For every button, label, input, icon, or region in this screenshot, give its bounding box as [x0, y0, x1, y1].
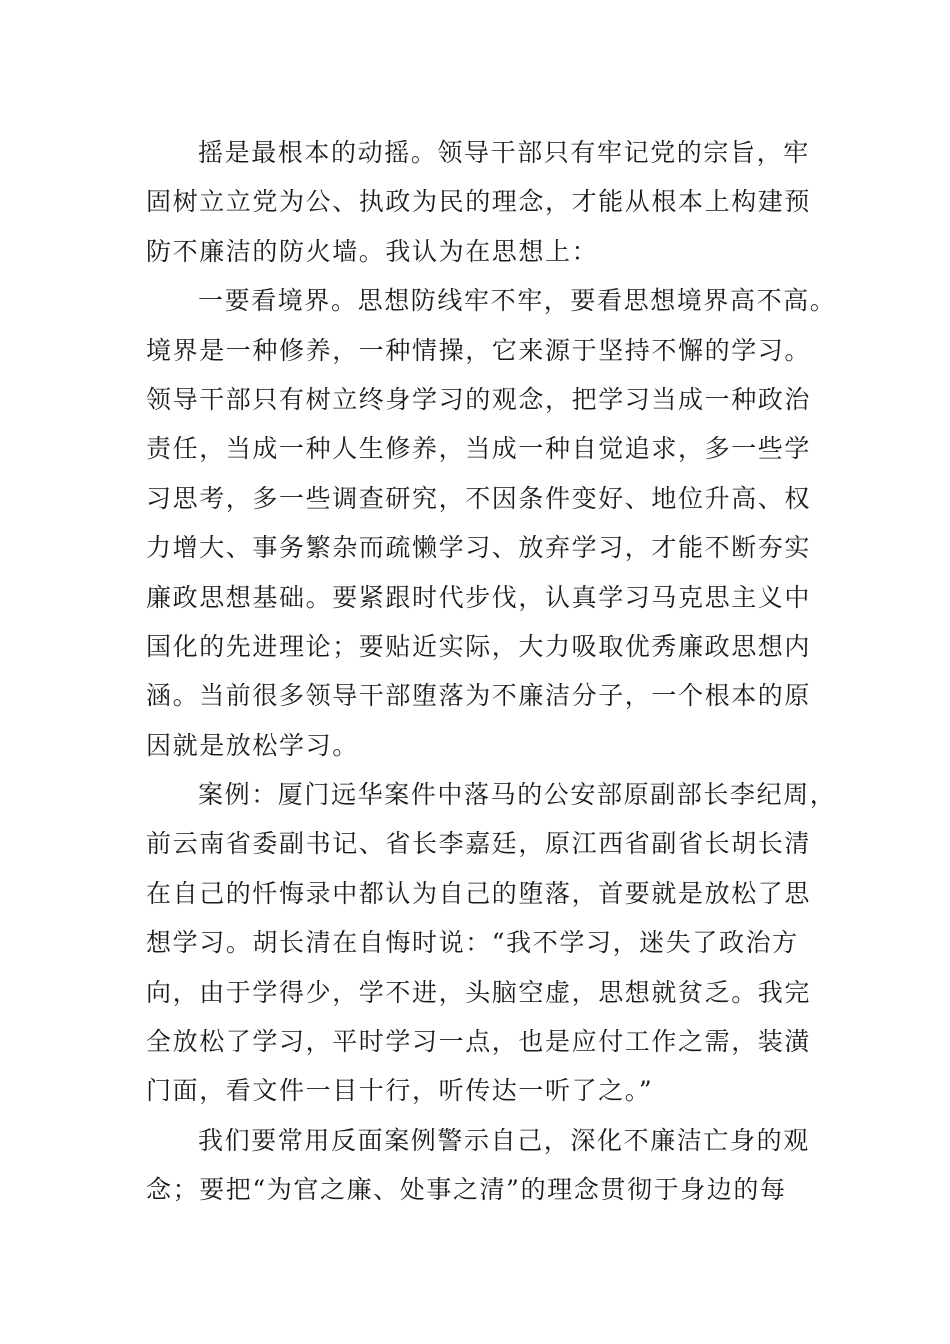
text-line: 摇是最根本的动摇。领导干部只有牢记党的宗旨，牢 [198, 138, 810, 167]
text-line: 想学习。胡长清在自悔时说：“我不学习，迷失了政治方 [146, 928, 799, 958]
text-line: 责任，当成一种人生修养，当成一种自觉追求，多一些学 [146, 434, 812, 464]
text-line: 我们要常用反面案例警示自己，深化不廉洁亡身的观 [198, 1125, 810, 1155]
text-line: 案例：厦门远华案件中落马的公安部原副部长李纪周， [198, 780, 837, 810]
text-line: 在自己的忏悔录中都认为自己的堕落，首要就是放松了思 [146, 878, 812, 908]
document-body [146, 128, 836, 1215]
text-line: 力增大、事务繁杂而疏懒学习、放弃学习，才能不断夯实 [146, 533, 812, 563]
text-line: 门面，看文件一目十行，听传达一听了之。” [146, 1076, 654, 1106]
text-line: 向，由于学得少，学不进，头脑空虚，思想就贫乏。我完 [146, 977, 812, 1007]
text-line: 习思考，多一些调查研究，不因条件变好、地位升高、权 [146, 483, 812, 513]
text-line: 涵。当前很多领导干部堕落为不廉洁分子，一个根本的原 [146, 681, 812, 711]
text-line: 念；要把“为官之廉、处事之清”的理念贯彻于身边的每 [146, 1175, 787, 1205]
text-line: 一要看境界。思想防线牢不牢，要看思想境界高不高。 [198, 286, 837, 316]
text-line: 因就是放松学习。 [146, 730, 359, 760]
text-line: 廉政思想基础。要紧跟时代步伐，认真学习马克思主义中 [146, 582, 812, 612]
text-line: 前云南省委副书记、省长李嘉廷，原江西省副省长胡长清 [146, 829, 812, 859]
text-line: 领导干部只有树立终身学习的观念，把学习当成一种政治 [146, 384, 812, 414]
text-line: 国化的先进理论；要贴近实际，大力吸取优秀廉政思想内 [146, 631, 812, 661]
text-line: 固树立立党为公、执政为民的理念，才能从根本上构建预 [146, 187, 812, 217]
text-line: 境界是一种修养，一种情操，它来源于坚持不懈的学习。 [146, 335, 812, 365]
text-line: 全放松了学习，平时学习一点，也是应付工作之需，装潢 [146, 1027, 812, 1057]
text-line: 防不廉洁的防火墙。我认为在思想上： [146, 236, 599, 266]
